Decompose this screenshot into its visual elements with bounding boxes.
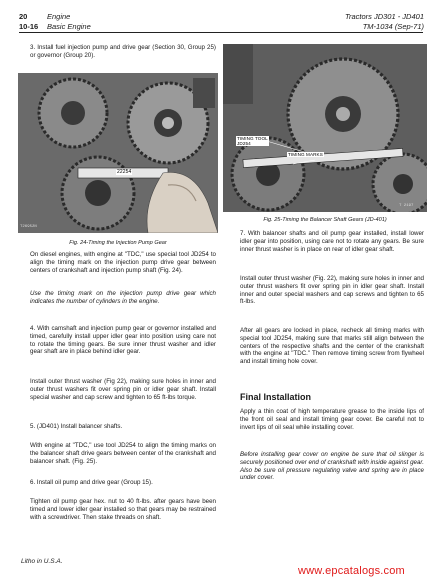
paragraph-outer-washer: Install outer thrust washer (Fig 22), making sure holes in inner and outer thrust washers fit over spring pin or idler gear shaft. Install special washer and cap screw and tighten to 65 ft-lbs torque. bbox=[30, 378, 216, 401]
step-6: 6. Install oil pump and drive gear (Group 15). bbox=[30, 479, 153, 486]
header-model: Tractors JD301 - JD401 bbox=[344, 12, 424, 21]
header-manual-date bbox=[282, 22, 424, 31]
figure-25-photo bbox=[223, 44, 427, 212]
paragraph-apply-grease: Apply a thin coat of high temperature grease to the inside lips of the front oil seal and install timing gear cover. Be careful not to invert lips of oil seal while installing cover. bbox=[240, 408, 424, 431]
header-manual: TM-1034 bbox=[362, 22, 393, 31]
step-3: 3. Install fuel injection pump and drive gear (Section 30, Group 25) or governor (Group 20). bbox=[30, 44, 216, 59]
balancer-gear-photo-illustration bbox=[223, 44, 427, 212]
paragraph-before-installing: Before installing gear cover on engine be sure that oil slinger is securely positioned over end of crankshaft with inside against gear. Also be sure oil pressure regulating valve and spring are in place under cover. bbox=[240, 451, 424, 482]
paragraph-diesel: On diesel engines, with engine at "TDC," use special tool JD254 to align the timing mark on the injection pump drive gear between centers of crankshaft and injection pump shaft (Fig. 24). bbox=[30, 251, 216, 274]
step-7: 7. With balancer shafts and oil pump gear installed, install lower idler gear into position, using care not to rotate any gears. Be sure inner thrust washer is in place on rear of idler gear shaft. bbox=[240, 230, 424, 253]
footer-litho: Litho in U.S.A. bbox=[21, 558, 63, 565]
figure-25-tag: T 2197 bbox=[399, 204, 414, 208]
step-5: 5. (JD401) Install balancer shafts. bbox=[30, 423, 123, 430]
header-subtitle: Basic Engine bbox=[47, 22, 91, 31]
paragraph-note: Use the timing mark on the injection pump drive gear which indicates the number of cylinders in the engine. bbox=[30, 290, 216, 305]
paragraph-after-locked: After all gears are locked in place, recheck all timing marks with special tool JD254, making sure that marks still align between the centers of the respective shafts and the center of the crankshaft with the engine at "TDC." Then remove timing screw from flywheel and install timing hole cover. bbox=[240, 327, 424, 366]
label-timing-tool-line1: TIMING TOOL bbox=[237, 136, 268, 141]
figure-24-part-number: 22254 bbox=[117, 169, 132, 175]
page-number: 20 bbox=[19, 12, 28, 21]
step-4: 4. With camshaft and injection pump gear or governor installed and timed, carefully install upper idler gear into position using care not to rotate the timing gears. Be sure inner thrust washer and idler gear shaft are in place behind idler gear. bbox=[30, 325, 216, 356]
section-title-final-installation: Final Installation bbox=[240, 392, 312, 402]
figure-25-label-timing-tool bbox=[236, 136, 269, 146]
section-number: 10-16 bbox=[19, 22, 39, 31]
watermark: www.epcatalogs.com bbox=[298, 565, 405, 577]
figure-24-tag: T26952N bbox=[20, 225, 37, 229]
paragraph-outer-washer-2: Install outer thrust washer (Fig. 22), making sure holes in inner and outer thrust washers fit over spring pin in idler gear shaft. Install inner and outer special washers and cap screws and tighten to 65 ft-lbs. bbox=[240, 275, 424, 306]
figure-24-photo bbox=[18, 73, 218, 233]
header-title: Engine bbox=[47, 12, 71, 21]
header-rule bbox=[19, 32, 423, 33]
header-date: (Sep-71) bbox=[394, 22, 424, 31]
figure-25-label-timing-marks: TIMING MARKS bbox=[288, 152, 323, 157]
gear-photo-illustration bbox=[18, 73, 218, 233]
figure-24-caption: Fig. 24-Timing the Injection Pump Gear bbox=[69, 240, 167, 246]
paragraph-tighten: Tighten oil pump gear hex. nut to 40 ft-lbs. after gears have been timed and lower idler gear installed so that gears may be restrained with a screwdriver. Then stake threads on shaft. bbox=[30, 498, 216, 521]
figure-25-caption: Fig. 25-Timing the Balancer Shaft Gears (JD-401) bbox=[263, 217, 387, 223]
paragraph-balancer-tdc: With engine at "TDC," use tool JD254 to align the timing marks on the balancer shaft drive gears between center of the crankshaft and balancer shaft. (Fig. 25). bbox=[30, 442, 216, 465]
label-timing-tool-line2: JD254 bbox=[237, 141, 251, 147]
